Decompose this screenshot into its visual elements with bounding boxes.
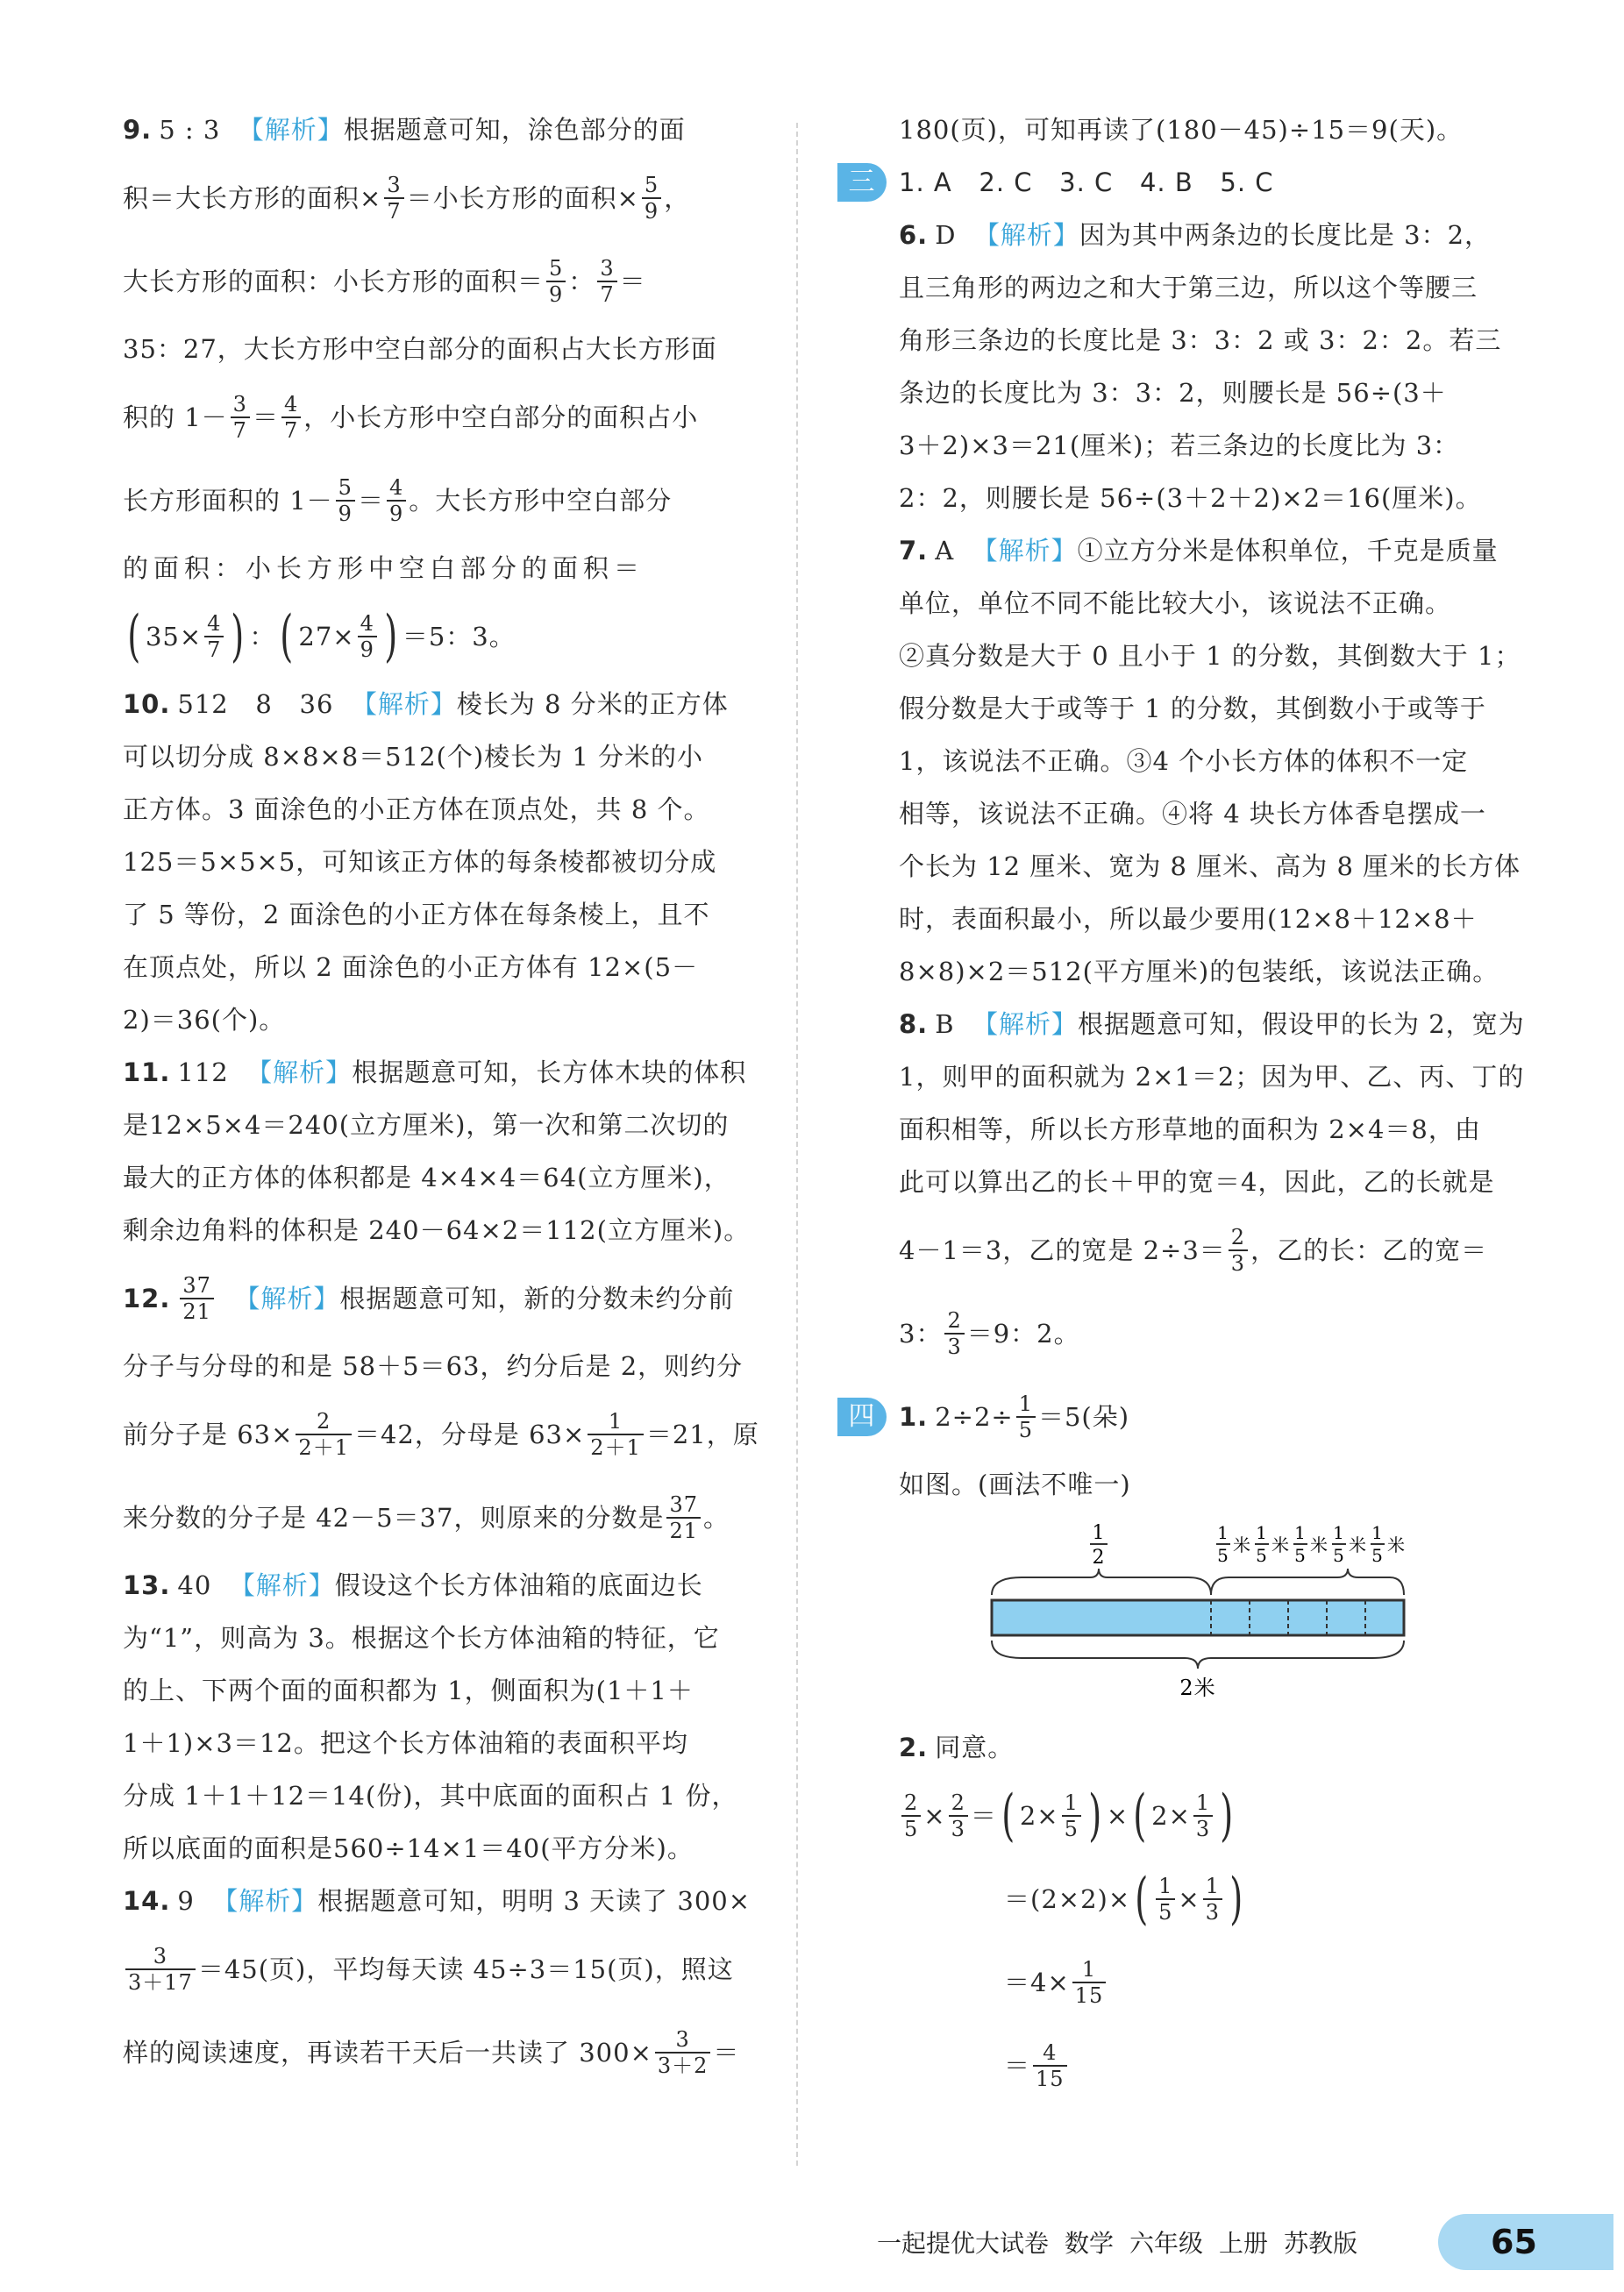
- diagram-fifth-denominator: 5: [1256, 1545, 1268, 1566]
- segment-diagram: [899, 1520, 1539, 1712]
- sec4-q2-number: 2.: [899, 1733, 929, 1762]
- q13-line2: 为“1”，则高为 3。根据这个长方体油箱的特征，它: [123, 1623, 720, 1653]
- left-column: [123, 103, 759, 2094]
- diagram-fifth-unit: 米: [1233, 1534, 1251, 1555]
- q12-text: ＝21，原: [645, 1419, 759, 1449]
- q7-line8: 时，表面积最小，所以最少要用(12×8＋12×8＋: [899, 904, 1478, 934]
- q7-number: 7.: [899, 536, 929, 566]
- q7-line6: 相等，该说法不正确。④将 4 块长方体香皂摆成一: [899, 799, 1486, 829]
- q9-answer: 5 : 3: [159, 115, 221, 145]
- q14-text: 根据题意可知，明明 3 天读了 300×: [317, 1886, 751, 1916]
- q8-line3: 面积相等，所以长方形草地的面积为 2×4＝8，由: [899, 1114, 1481, 1144]
- q12-line4: [123, 1476, 754, 1559]
- q12-line2: 分子与分母的和是 58＋5＝63，约分后是 2，则约分: [123, 1351, 744, 1381]
- q12-text: 根据题意可知，新的分数未约分前: [339, 1283, 735, 1313]
- q7-line9: 8×8)×2＝512(平方厘米)的包装纸，该说法正确。: [899, 957, 1499, 986]
- q7-answer: A: [935, 536, 955, 566]
- diagram-fifth-denominator: 5: [1294, 1545, 1307, 1566]
- right-column: [848, 103, 1539, 2107]
- fraction: $\frac{1}{5}$: [1062, 1790, 1081, 1841]
- fraction: $\frac{1}{5}$: [1016, 1392, 1036, 1442]
- q9-line8: ( 35× $\frac{4}{7}$ ) ： ( 27× $\frac{4}{9}$ ) ＝5：3。: [127, 603, 516, 669]
- diagram-fifth-numerator: 1: [1371, 1522, 1384, 1543]
- q8-text: 根据题意可知，假设甲的长为 2，宽为: [1077, 1009, 1525, 1039]
- q6-line4: 条边的长度比为 3：3：2，则腰长是 56÷(3＋: [899, 378, 1447, 408]
- fraction: $\frac{3}{7}$: [597, 256, 616, 307]
- q8-line4: 此可以算出乙的长＋甲的宽＝4，因此，乙的长就是: [899, 1167, 1495, 1197]
- footer-series: 一起提优大试卷: [877, 2229, 1050, 2258]
- q10-line4: 125＝5×5×5，可知该正方体的每条棱都被切分成: [123, 847, 717, 877]
- q7-text: ①立方分米是体积单位，千克是质量: [1077, 536, 1499, 566]
- q9-text: ＝5：3。: [402, 621, 516, 651]
- calc-text: ＝: [1004, 2050, 1031, 2081]
- q8-text: 3：: [899, 1318, 943, 1349]
- diagram-fifth-numerator: 1: [1333, 1522, 1345, 1543]
- calc-text: 2×: [1151, 1800, 1191, 1831]
- q13-line4: 1＋1)×3＝12。把这个长方体油箱的表面积平均: [123, 1728, 688, 1758]
- fraction: $\frac{2}{5}$: [901, 1790, 921, 1841]
- footer-subject: 数学: [1065, 2229, 1115, 2258]
- calc-text: ＝4×: [1004, 1967, 1070, 1997]
- q14-analysis-tag: 【解析】: [212, 1886, 318, 1916]
- q6-line6: 2：2，则腰长是 56÷(3＋2＋2)×2＝16(厘米)。: [899, 483, 1482, 513]
- diagram-fifth-denominator: 5: [1217, 1545, 1229, 1566]
- q9-line1: [123, 103, 754, 156]
- q7-analysis-tag: 【解析】: [972, 536, 1078, 566]
- q8-number: 8.: [899, 1009, 929, 1039]
- calc-text: ×: [1178, 1883, 1200, 1914]
- diagram-fifth-unit: 米: [1387, 1534, 1406, 1555]
- q9-text: 27×: [298, 621, 355, 651]
- q10-answer: 512 8 36: [177, 689, 334, 719]
- q9-text: ：: [568, 266, 595, 296]
- section-four-badge: 四: [837, 1398, 887, 1436]
- fraction: $\frac{1}{3}$: [1193, 1790, 1213, 1841]
- q9-text: 长方形面积的 1－: [123, 485, 333, 516]
- calc-text: ＝(2×2)×: [1004, 1883, 1131, 1914]
- fraction: $\frac{4}{7}$: [281, 392, 301, 443]
- q12-line1: [123, 1256, 754, 1340]
- fraction: $\frac{5}{9}$: [336, 475, 355, 526]
- q9-text: 根据题意可知，涂色部分的面: [343, 115, 686, 145]
- diagram-fifth-numerator: 1: [1217, 1522, 1229, 1543]
- fraction: $\frac{4}{7}$: [204, 611, 224, 662]
- fraction: $\frac{4}{9}$: [358, 611, 377, 662]
- q6-text: 因为其中两条边的长度比是 3：2，: [1079, 220, 1492, 250]
- q9-text: ＝小长方形的面积×: [406, 182, 639, 213]
- q12-analysis-tag: 【解析】: [234, 1283, 340, 1313]
- diagram-fifth-denominator: 5: [1371, 1545, 1384, 1566]
- q14-text: ＝: [713, 2037, 740, 2068]
- diagram-half-numerator: 1: [1092, 1522, 1106, 1544]
- q9-text: ，小长方形中空白部分的面积占小: [303, 402, 699, 432]
- q13-line5: 分成 1＋1＋12＝14(份)，其中底面的面积占 1 份，: [123, 1781, 738, 1811]
- diagram-total-label: 2米: [1179, 1676, 1216, 1700]
- fraction: $\frac{3}{7}$: [231, 392, 250, 443]
- q8-line5: [899, 1208, 1539, 1292]
- q8-text: ，乙的长：乙的宽＝: [1250, 1235, 1488, 1265]
- q9-analysis-tag: 【解析】: [238, 115, 344, 145]
- q11-line1: [123, 1046, 754, 1099]
- fraction: $\frac{2}{3}$: [949, 1790, 968, 1841]
- column-divider: [796, 123, 798, 2166]
- calc-line3: [899, 1940, 1539, 2024]
- q9-text: ＝: [252, 402, 279, 432]
- q9-text: ：: [249, 621, 276, 651]
- q11-line2: 是12×5×4＝240(立方厘米)，第一次和第二次切的: [123, 1110, 730, 1140]
- q11-text: 根据题意可知，长方体木块的体积: [352, 1057, 747, 1087]
- q12-text: 来分数的分子是 42－5＝37，则原来的分数是: [123, 1502, 665, 1533]
- footer-edition: 苏教版: [1284, 2229, 1358, 2258]
- fraction: $\frac{1}{2+1}$: [588, 1409, 644, 1460]
- calc-text: ×: [1106, 1800, 1129, 1831]
- q8-line1: [899, 998, 1539, 1050]
- q9-line6: [123, 459, 754, 542]
- q9-line3: [123, 239, 754, 323]
- diagram-fifth-unit: 米: [1349, 1534, 1367, 1555]
- sec4-q2: [899, 1721, 1539, 1774]
- q8-line2: 1，则甲的面积就为 2×1＝2；因为甲、乙、丙、丁的: [899, 1062, 1525, 1092]
- q6-answer: D: [935, 220, 957, 250]
- sec4-q1-text: ＝5(朵): [1037, 1401, 1130, 1432]
- diagram-half-denominator: 2: [1092, 1547, 1106, 1569]
- q9-text: ＝: [357, 485, 384, 516]
- sec4-q1-text: 2÷2÷: [935, 1401, 1014, 1432]
- calc-line4: [899, 2024, 1539, 2107]
- q8-answer: B: [935, 1009, 955, 1039]
- fraction: $\frac{2}{2+1}$: [296, 1409, 352, 1460]
- q9-text: 积＝大长方形的面积×: [123, 182, 382, 213]
- sec3-answers: [848, 156, 1539, 209]
- diagram-total-brace: [992, 1641, 1404, 1669]
- q14-answer: 9: [177, 1886, 195, 1916]
- q8-line6: [899, 1292, 1539, 1375]
- diagram-fifth-labels: [1216, 1522, 1406, 1566]
- q10-text: 棱长为 8 分米的正方体: [456, 689, 729, 719]
- q13-line6: 所以底面的面积是560÷14×1＝40(平方分米)。: [123, 1833, 694, 1863]
- fraction: $\frac{5}{9}$: [546, 256, 566, 307]
- q9-text: 积的 1－: [123, 402, 228, 432]
- segment-diagram-svg: [987, 1520, 1530, 1712]
- q12-line3: [123, 1392, 759, 1476]
- q14-text: 样的阅读速度，再读若干天后一共读了 300×: [123, 2037, 652, 2068]
- q11-line3: 最大的正方体的体积都是 4×4×4＝64(立方厘米)，: [123, 1163, 730, 1192]
- page-number: 65: [1438, 2214, 1613, 2270]
- q7-line7: 个长为 12 厘米、宽为 8 厘米、高为 8 厘米的长方体: [899, 851, 1521, 881]
- q10-line2: 可以切分成 8×8×8＝512(个)棱长为 1 分米的小: [123, 742, 704, 772]
- footer: [877, 2214, 1373, 2270]
- q9-text: 大长方形的面积：小长方形的面积＝: [123, 266, 545, 296]
- calc-line1: $\frac{2}{5}$ × $\frac{2}{3}$ ＝ ( 2× $\frac{1}{5}$ ) × ( 2× $\frac{1}{3}$ ): [899, 1774, 1539, 1857]
- q6-line1: [899, 209, 1539, 261]
- q6-line5: 3＋2)×3＝21(厘米)；若三条边的长度比为 3：: [899, 431, 1460, 460]
- q10-line1: [123, 678, 754, 730]
- q12-number: 12.: [123, 1283, 171, 1313]
- diagram-fifth-numerator: 1: [1294, 1522, 1307, 1543]
- diagram-fifth-unit: 米: [1310, 1534, 1328, 1555]
- q14-text: ＝45(页)，平均每天读 45÷3＝15(页)，照这: [197, 1954, 734, 1984]
- q8-text: ＝9：2。: [966, 1318, 1080, 1349]
- q12-text: 前分子是 63×: [123, 1419, 294, 1449]
- fraction: $\frac{5}{9}$: [642, 173, 661, 224]
- q6-analysis-tag: 【解析】: [973, 220, 1079, 250]
- q7-line1: [899, 524, 1539, 577]
- section-three-badge: 三: [837, 163, 887, 202]
- sec4-q2-answer: 同意。: [935, 1733, 1015, 1762]
- q13-number: 13.: [123, 1570, 171, 1600]
- q10-number: 10.: [123, 689, 171, 719]
- diagram-half-brace: [992, 1569, 1211, 1595]
- calc-line2: ＝(2×2)× ( $\frac{1}{5}$ × $\frac{1}{3}$ ): [1004, 1866, 1243, 1932]
- q9-line7: 的面积：小长方形中空白部分的面积＝: [123, 553, 645, 583]
- fraction: $\frac{1}{5}$: [1156, 1874, 1175, 1925]
- fraction: $\frac{37}{21}$: [666, 1492, 701, 1543]
- q7-line3: ②真分数是大于 0 且小于 1 的分数，其倒数大于 1；: [899, 641, 1521, 671]
- sec3-choice-answers: 1. A 2. C 3. C 4. B 5. C: [899, 167, 1274, 197]
- q13-text: 假设这个长方体油箱的底面边长: [334, 1570, 703, 1600]
- calc-text: 2×: [1019, 1800, 1059, 1831]
- fraction: $\frac{4}{9}$: [387, 475, 406, 526]
- q10-line6: 在顶点处，所以 2 面涂色的小正方体有 12×(5－: [123, 952, 699, 982]
- q12-answer: $\frac{37}{21}$: [180, 1273, 214, 1324]
- q14-line2: [123, 1927, 754, 2011]
- diagram-fifth-unit: 米: [1271, 1534, 1290, 1555]
- diagram-fifths-brace: [1211, 1569, 1404, 1595]
- q7-line5: 1，该说法不正确。③4 个小长方体的体积不一定: [899, 746, 1469, 776]
- q8-analysis-tag: 【解析】: [972, 1009, 1078, 1039]
- q13-analysis-tag: 【解析】: [229, 1570, 335, 1600]
- q9-line4: 35：27，大长方形中空白部分的面积占大长方形面: [123, 334, 717, 364]
- q10-line3: 正方体。3 面涂色的小正方体在顶点处，共 8 个。: [123, 794, 710, 824]
- q11-answer: 112: [177, 1057, 229, 1087]
- q14-continuation: 180(页)，可知再读了(180－45)÷15＝9(天)。: [899, 115, 1464, 145]
- calc-text: ＝: [970, 1800, 997, 1831]
- fraction: $\frac{2}{3}$: [1229, 1225, 1248, 1276]
- q10-line5: 了 5 等份，2 面涂色的小正方体在每条棱上，且不: [123, 900, 710, 929]
- sec4-q1: [848, 1375, 1539, 1458]
- q12-text: ＝42，分母是 63×: [353, 1419, 586, 1449]
- q8-text: 4－1＝3，乙的宽是 2÷3＝: [899, 1235, 1226, 1265]
- q11-analysis-tag: 【解析】: [246, 1057, 353, 1087]
- q9-line2: [123, 156, 754, 239]
- fraction: $\frac{3}{3+2}$: [655, 2027, 711, 2078]
- q10-line7: 2)＝36(个)。: [123, 1005, 286, 1035]
- q9-number: 9.: [123, 115, 153, 145]
- q13-line3: 的上、下两个面的面积都为 1，侧面积为(1＋1＋: [123, 1676, 694, 1705]
- q9-text: 35×: [145, 621, 203, 651]
- q7-line4: 假分数是大于或等于 1 的分数，其倒数小于或等于: [899, 694, 1486, 723]
- footer-term: 上册: [1219, 2229, 1269, 2258]
- q6-line3: 角形三条边的长度比是 3：3：2 或 3：2：2。若三: [899, 325, 1502, 355]
- q6-line2: 且三角形的两边之和大于第三边，所以这个等腰三: [899, 273, 1478, 303]
- q7-line2: 单位，单位不同不能比较大小，该说法不正确。: [899, 588, 1452, 618]
- q9-text: ＝: [619, 266, 646, 296]
- q6-number: 6.: [899, 220, 929, 250]
- q13-line1: [123, 1559, 754, 1612]
- q14-line3: [123, 2011, 754, 2094]
- q12-text: 。: [703, 1502, 730, 1533]
- q14-line1: [123, 1875, 754, 1927]
- q9-line5: [123, 375, 754, 459]
- sec4-note: 如图。(画法不唯一): [899, 1470, 1131, 1499]
- fraction: $\frac{3}{3+17}$: [125, 1944, 196, 1995]
- footer-grade: 六年级: [1129, 2229, 1204, 2258]
- fraction: $\frac{3}{7}$: [384, 173, 403, 224]
- q9-text: 。大长方形中空白部分: [409, 485, 673, 516]
- fraction: $\frac{4}{15}$: [1033, 2040, 1067, 2091]
- q11-line4: 剩余边角料的体积是 240－64×2＝112(立方厘米)。: [123, 1215, 751, 1245]
- q14-number: 14.: [123, 1886, 171, 1916]
- q10-analysis-tag: 【解析】: [351, 689, 457, 719]
- fraction: $\frac{1}{15}$: [1072, 1957, 1107, 2008]
- sec4-q1-number: 1.: [899, 1401, 929, 1432]
- q9-text: ，: [664, 182, 691, 213]
- diagram-bar: [992, 1600, 1404, 1635]
- fraction: $\frac{1}{3}$: [1203, 1874, 1222, 1925]
- q11-number: 11.: [123, 1057, 171, 1087]
- diagram-fifth-numerator: 1: [1256, 1522, 1268, 1543]
- q13-answer: 40: [177, 1570, 212, 1600]
- diagram-fifth-denominator: 5: [1333, 1545, 1345, 1566]
- fraction: $\frac{2}{3}$: [944, 1308, 964, 1359]
